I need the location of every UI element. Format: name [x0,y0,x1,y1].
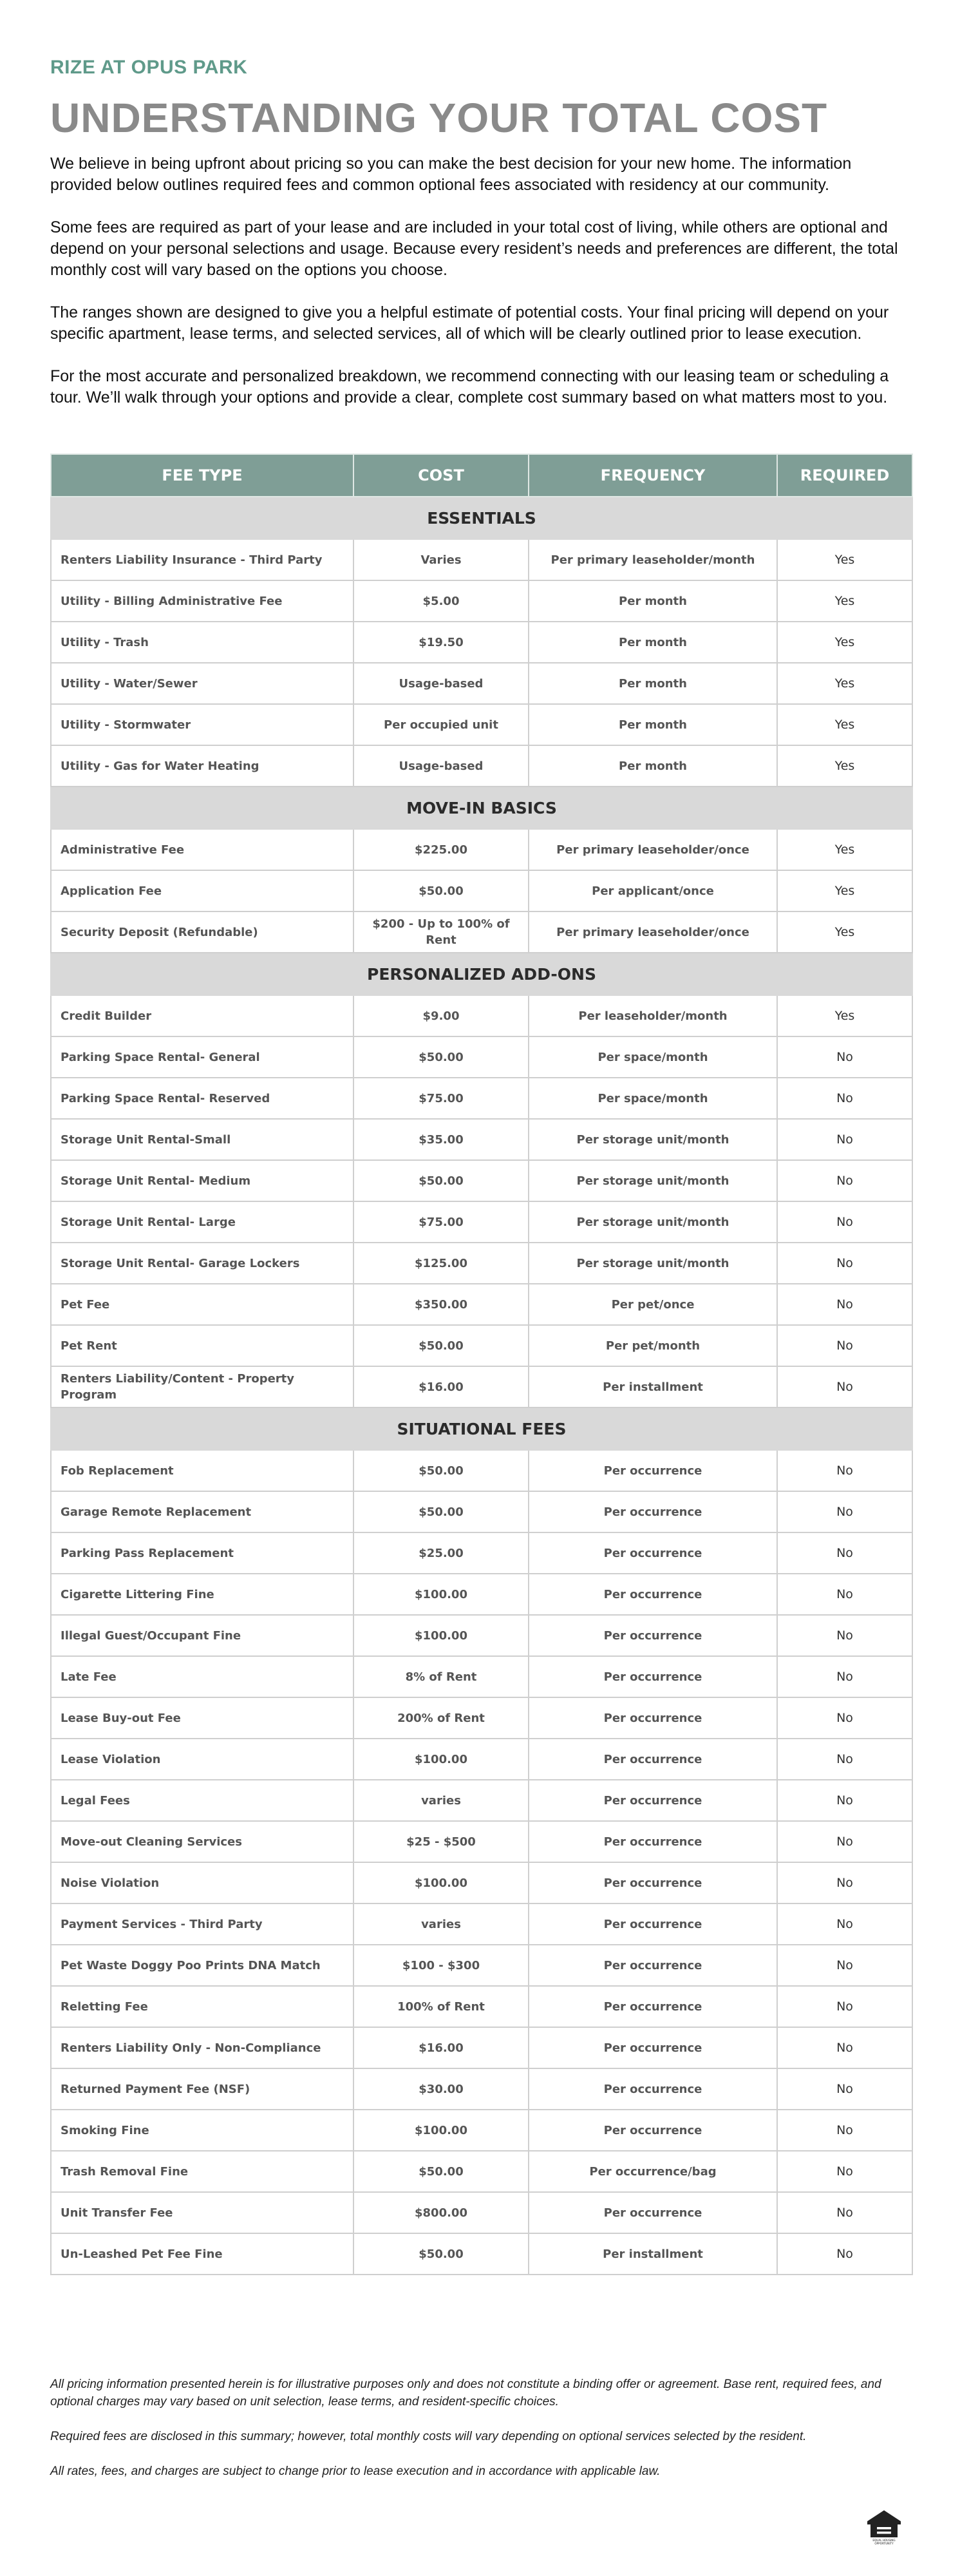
fee-cost-cell: $50.00 [353,2151,529,2192]
fee-cost-cell: $50.00 [353,1450,529,1491]
fee-required-cell: No [777,2110,912,2151]
disclaimer-paragraph: Required fees are disclosed in this summary; however, total monthly costs will vary depending on optional services selected by the resident. [50,2430,807,2443]
section-title: MOVE-IN BASICS [51,787,912,829]
fee-name-cell: Storage Unit Rental- Medium [51,1160,353,1201]
table-row [51,745,912,787]
table-row [51,1366,912,1407]
table-row [51,704,912,745]
fee-frequency-cell: Per leaseholder/month [529,995,777,1036]
table-row [51,1078,912,1119]
fee-frequency-cell: Per storage unit/month [529,1243,777,1284]
table-row [51,1903,912,1945]
intro-paragraph: For the most accurate and personalized breakdown, we recommend connecting with our leasing team or scheduling a tour. We’ll walk through your options and provide a clear, complete cost summary based on what matters most to you. [50,367,889,406]
fee-name-cell: Late Fee [51,1656,353,1697]
brand-name: RIZE AT OPUS PARK [50,57,248,78]
table-row [51,663,912,704]
disclaimer-paragraph: All pricing information presented herein is for illustrative purposes only and does not constitute a binding offer or agreement. Base rent, required fees, and optional charges may vary based on unit selection, lease terms, and resident-specific choices. [50,2378,881,2409]
fee-required-cell: Yes [777,870,912,911]
fee-cost-cell: $50.00 [353,1491,529,1532]
fee-cost-cell: $100.00 [353,2110,529,2151]
fee-required-cell: No [777,1119,912,1160]
table-row [51,911,912,953]
fee-required-cell: No [777,2192,912,2233]
fee-name-cell: Storage Unit Rental-Small [51,1119,353,1160]
fee-frequency-cell: Per month [529,745,777,787]
fee-name-cell: Un-Leashed Pet Fee Fine [51,2233,353,2275]
fee-frequency-cell: Per occurrence [529,2068,777,2110]
header-fee-type: FEE TYPE [51,454,353,497]
table-row [51,1284,912,1325]
fee-frequency-cell: Per occurrence [529,2110,777,2151]
fee-name-cell: Utility - Stormwater [51,704,353,745]
footer-disclaimer [50,2376,912,2497]
fee-frequency-cell: Per occurrence [529,1903,777,1945]
fee-cost-cell: $50.00 [353,1036,529,1078]
fee-cost-cell: $100 - $300 [353,1945,529,1986]
fee-name-cell: Lease Violation [51,1739,353,1780]
fee-required-cell: No [777,1036,912,1078]
fee-name-cell: Utility - Water/Sewer [51,663,353,704]
fee-frequency-cell: Per month [529,663,777,704]
fee-frequency-cell: Per occurrence [529,2027,777,2068]
page-title: UNDERSTANDING YOUR TOTAL COST [50,95,828,141]
fee-required-cell: No [777,1366,912,1407]
fee-required-cell: No [777,1697,912,1739]
header-frequency: FREQUENCY [529,454,777,497]
fee-required-cell: No [777,1078,912,1119]
fee-frequency-cell: Per occurrence [529,1780,777,1821]
fee-cost-cell: $50.00 [353,1325,529,1366]
fee-cost-cell: $100.00 [353,1615,529,1656]
fee-required-cell: Yes [777,995,912,1036]
table-row [51,622,912,663]
fee-required-cell: No [777,2068,912,2110]
table-row [51,2151,912,2192]
fee-cost-cell: $19.50 [353,622,529,663]
fee-required-cell: No [777,1780,912,1821]
fee-cost-cell: $50.00 [353,2233,529,2275]
table-row [51,1986,912,2027]
fee-frequency-cell: Per occurrence [529,1862,777,1903]
fee-frequency-cell: Per month [529,704,777,745]
fee-cost-cell: $100.00 [353,1574,529,1615]
table-row [51,1780,912,1821]
table-row [51,1739,912,1780]
fee-name-cell: Reletting Fee [51,1986,353,2027]
fee-name-cell: Smoking Fine [51,2110,353,2151]
fee-cost-cell: varies [353,1903,529,1945]
fee-table-body [51,497,912,2275]
fee-frequency-cell: Per occurrence [529,1697,777,1739]
table-row [51,580,912,622]
fee-name-cell: Garage Remote Replacement [51,1491,353,1532]
table-row [51,1945,912,1986]
fee-cost-cell: $125.00 [353,1243,529,1284]
fee-cost-cell: $75.00 [353,1078,529,1119]
fee-required-cell: Yes [777,704,912,745]
table-row [51,1697,912,1739]
fee-cost-cell: $25.00 [353,1532,529,1574]
section-title: SITUATIONAL FEES [51,1407,912,1450]
fee-required-cell: No [777,1532,912,1574]
table-row [51,1656,912,1697]
fee-cost-cell: $50.00 [353,1160,529,1201]
fee-name-cell: Fob Replacement [51,1450,353,1491]
fee-frequency-cell: Per occurrence [529,1615,777,1656]
fee-required-cell: No [777,2233,912,2275]
header-required: REQUIRED [777,454,912,497]
fee-cost-cell: $100.00 [353,1862,529,1903]
section-header-row [51,497,912,539]
fee-name-cell: Application Fee [51,870,353,911]
table-row [51,995,912,1036]
fee-frequency-cell: Per storage unit/month [529,1160,777,1201]
table-row [51,2068,912,2110]
fee-cost-cell: $30.00 [353,2068,529,2110]
fee-frequency-cell: Per occurrence [529,1532,777,1574]
section-header-row [51,787,912,829]
table-row [51,1119,912,1160]
fee-frequency-cell: Per occurrence [529,1656,777,1697]
fee-required-cell: Yes [777,663,912,704]
table-row [51,1243,912,1284]
fee-cost-cell: $800.00 [353,2192,529,2233]
table-row [51,1532,912,1574]
fee-frequency-cell: Per occurrence [529,1821,777,1862]
fee-cost-cell: Usage-based [353,663,529,704]
fee-required-cell: No [777,2027,912,2068]
fee-required-cell: Yes [777,829,912,870]
section-title: PERSONALIZED ADD-ONS [51,953,912,995]
fee-name-cell: Lease Buy-out Fee [51,1697,353,1739]
table-row [51,2192,912,2233]
fee-cost-cell: $16.00 [353,1366,529,1407]
fee-name-cell: Security Deposit (Refundable) [51,911,353,953]
fee-frequency-cell: Per occurrence [529,1986,777,2027]
fee-cost-cell: $25 - $500 [353,1821,529,1862]
fee-cost-cell: Usage-based [353,745,529,787]
fee-name-cell: Pet Fee [51,1284,353,1325]
fee-frequency-cell: Per occurrence [529,1574,777,1615]
fee-name-cell: Cigarette Littering Fine [51,1574,353,1615]
table-row [51,1862,912,1903]
fee-required-cell: No [777,1491,912,1532]
fee-required-cell: No [777,1160,912,1201]
section-header-row [51,953,912,995]
fee-cost-cell: $5.00 [353,580,529,622]
fee-required-cell: No [777,2151,912,2192]
fee-name-cell: Unit Transfer Fee [51,2192,353,2233]
fee-required-cell: No [777,1739,912,1780]
fee-name-cell: Parking Space Rental- General [51,1036,353,1078]
fee-name-cell: Legal Fees [51,1780,353,1821]
fee-frequency-cell: Per occurrence [529,1450,777,1491]
fee-cost-cell: $9.00 [353,995,529,1036]
table-row [51,1325,912,1366]
fee-required-cell: No [777,1656,912,1697]
intro-paragraph: Some fees are required as part of your lease and are included in your total cost of living, while others are optional and depend on your personal selections and usage. Because every resident’s needs and preferences are different, the total monthly cost will vary based on the options you choose. [50,218,898,279]
fee-name-cell: Pet Waste Doggy Poo Prints DNA Match [51,1945,353,1986]
fee-name-cell: Renters Liability Only - Non-Compliance [51,2027,353,2068]
fee-required-cell: No [777,1986,912,2027]
fee-required-cell: No [777,1450,912,1491]
disclaimer-paragraph: All rates, fees, and charges are subject to change prior to lease execution and in accordance with applicable law. [50,2465,661,2478]
fee-frequency-cell: Per month [529,580,777,622]
table-row [51,1450,912,1491]
fee-name-cell: Renters Liability/Content - Property Program [51,1366,353,1407]
fee-name-cell: Storage Unit Rental- Large [51,1201,353,1243]
fee-frequency-cell: Per storage unit/month [529,1201,777,1243]
fee-name-cell: Utility - Billing Administrative Fee [51,580,353,622]
fee-cost-cell: $35.00 [353,1119,529,1160]
table-row [51,2233,912,2275]
svg-text:OPPORTUNITY: OPPORTUNITY [874,2542,894,2545]
fee-required-cell: No [777,1284,912,1325]
table-row [51,1036,912,1078]
fee-name-cell: Storage Unit Rental- Garage Lockers [51,1243,353,1284]
fee-required-cell: No [777,1615,912,1656]
fee-frequency-cell: Per occurrence [529,1739,777,1780]
fee-frequency-cell: Per pet/month [529,1325,777,1366]
fee-frequency-cell: Per space/month [529,1036,777,1078]
fee-frequency-cell: Per installment [529,2233,777,2275]
fee-name-cell: Utility - Gas for Water Heating [51,745,353,787]
fee-frequency-cell: Per primary leaseholder/once [529,911,777,953]
fee-frequency-cell: Per applicant/once [529,870,777,911]
fee-cost-cell: $100.00 [353,1739,529,1780]
fee-frequency-cell: Per pet/once [529,1284,777,1325]
fee-frequency-cell: Per occurrence [529,1945,777,1986]
intro-text [50,153,912,430]
fee-required-cell: Yes [777,580,912,622]
table-row [51,1821,912,1862]
svg-text:EQUAL HOUSING: EQUAL HOUSING [872,2539,896,2542]
table-row [51,870,912,911]
fee-cost-cell: 8% of Rent [353,1656,529,1697]
table-row [51,539,912,580]
fee-name-cell: Move-out Cleaning Services [51,1821,353,1862]
fee-frequency-cell: Per installment [529,1366,777,1407]
fee-cost-cell: Per occupied unit [353,704,529,745]
table-row [51,1574,912,1615]
fee-name-cell: Trash Removal Fine [51,2151,353,2192]
fee-cost-cell: 100% of Rent [353,1986,529,2027]
fee-frequency-cell: Per primary leaseholder/once [529,829,777,870]
fee-name-cell: Renters Liability Insurance - Third Party [51,539,353,580]
fee-name-cell: Parking Space Rental- Reserved [51,1078,353,1119]
table-row [51,2110,912,2151]
table-row [51,2027,912,2068]
fee-frequency-cell: Per occurrence/bag [529,2151,777,2192]
table-header-row [51,454,912,497]
fee-name-cell: Payment Services - Third Party [51,1903,353,1945]
fee-frequency-cell: Per space/month [529,1078,777,1119]
fee-name-cell: Returned Payment Fee (NSF) [51,2068,353,2110]
table-row [51,1201,912,1243]
fee-required-cell: No [777,1325,912,1366]
fee-frequency-cell: Per month [529,622,777,663]
fee-required-cell: Yes [777,911,912,953]
fee-frequency-cell: Per occurrence [529,2192,777,2233]
fee-cost-cell: $225.00 [353,829,529,870]
fee-cost-cell: $75.00 [353,1201,529,1243]
table-row [51,1160,912,1201]
fee-required-cell: No [777,1862,912,1903]
fee-name-cell: Parking Pass Replacement [51,1532,353,1574]
fee-cost-cell: varies [353,1780,529,1821]
intro-paragraph: The ranges shown are designed to give you a helpful estimate of potential costs. Your final pricing will depend on your specific apartment, lease terms, and selected services, all of which will be clearly outlined prior to lease execution. [50,303,889,343]
fee-required-cell: No [777,1821,912,1862]
fee-required-cell: No [777,1574,912,1615]
fee-name-cell: Illegal Guest/Occupant Fine [51,1615,353,1656]
fee-cost-cell: $16.00 [353,2027,529,2068]
table-row [51,1615,912,1656]
equal-housing-opportunity-icon [865,2508,903,2546]
fee-cost-cell: $50.00 [353,870,529,911]
fee-cost-cell: $200 - Up to 100% of Rent [353,911,529,953]
table-row [51,1491,912,1532]
fee-required-cell: No [777,1201,912,1243]
fee-name-cell: Credit Builder [51,995,353,1036]
header-cost: COST [353,454,529,497]
fee-frequency-cell: Per storage unit/month [529,1119,777,1160]
section-title: ESSENTIALS [51,497,912,539]
fee-cost-cell: Varies [353,539,529,580]
fee-cost-cell: $350.00 [353,1284,529,1325]
section-header-row [51,1407,912,1450]
table-row [51,829,912,870]
fee-required-cell: Yes [777,622,912,663]
fee-frequency-cell: Per primary leaseholder/month [529,539,777,580]
fee-table [50,453,913,2275]
fee-required-cell: No [777,1945,912,1986]
intro-paragraph: We believe in being upfront about pricing so you can make the best decision for your new home. The information provided below outlines required fees and common optional fees associated with residency at our community. [50,155,852,194]
fee-required-cell: Yes [777,745,912,787]
fee-cost-cell: 200% of Rent [353,1697,529,1739]
fee-required-cell: No [777,1243,912,1284]
fee-name-cell: Noise Violation [51,1862,353,1903]
fee-required-cell: Yes [777,539,912,580]
fee-name-cell: Administrative Fee [51,829,353,870]
fee-frequency-cell: Per occurrence [529,1491,777,1532]
fee-name-cell: Pet Rent [51,1325,353,1366]
fee-required-cell: No [777,1903,912,1945]
fee-name-cell: Utility - Trash [51,622,353,663]
